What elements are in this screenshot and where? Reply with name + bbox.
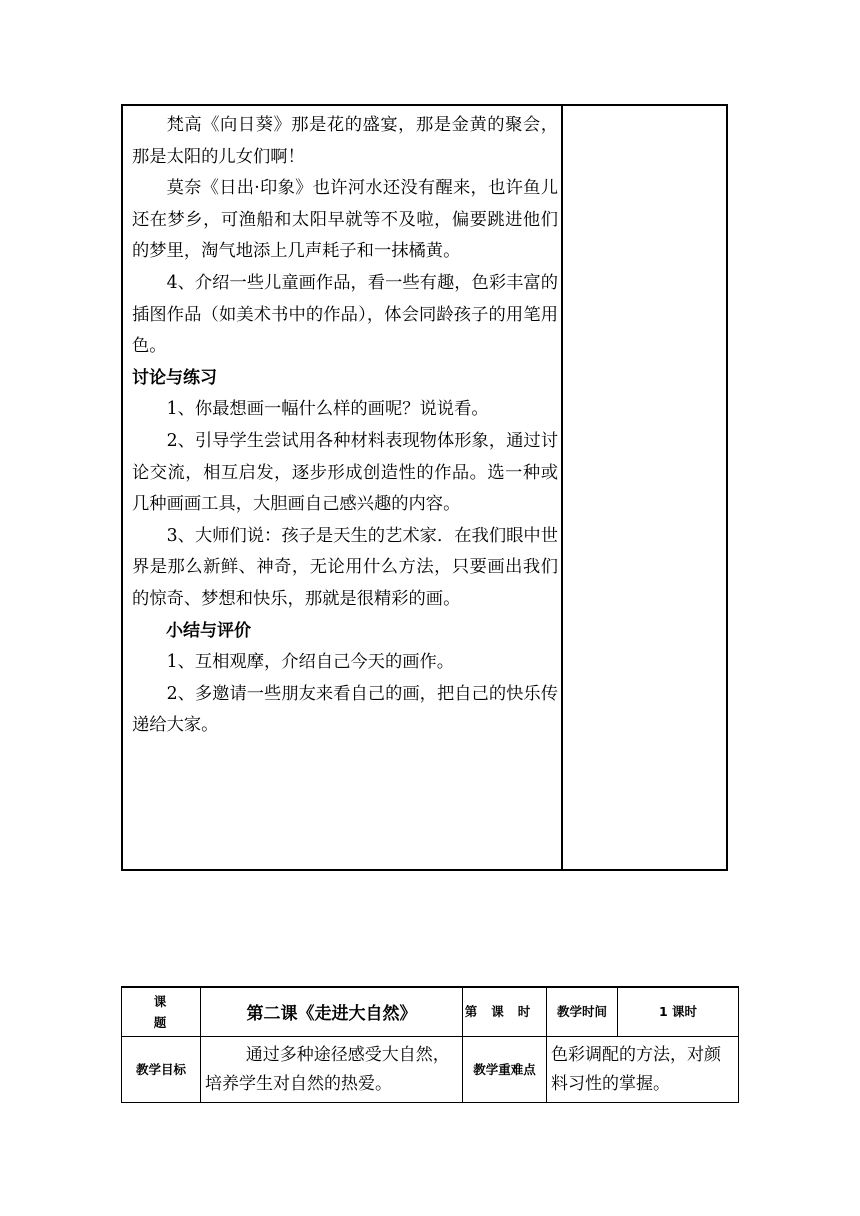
key-difficulty-label: 教学重难点	[463, 1036, 547, 1102]
teaching-time-label: 教学时间	[547, 987, 618, 1036]
teaching-goal-value: 通过多种途径感受大自然，培养学生对自然的热爱。	[201, 1036, 463, 1102]
lesson-content-table	[121, 104, 728, 871]
section-heading: 小结与评价	[166, 620, 251, 641]
content-paragraph: 1、互相观摩，介绍自己今天的画作。	[166, 652, 455, 673]
topic-value: 第二课《走进大自然》	[201, 987, 463, 1036]
lesson-header-table	[121, 986, 739, 1103]
teaching-goal-label: 教学目标	[122, 1036, 201, 1102]
content-paragraph: 1、你最想画一幅什么样的画呢？说说看。	[166, 399, 489, 420]
teaching-time-value: 1 课时	[618, 987, 739, 1036]
content-paragraph: 莫奈《日出·印象》也许河水还没有醒来，也许鱼儿还在梦乡，可渔船和太阳早就等不及啦，偏要跳进他们的梦里，淘气地添上几声耗子和一抹橘黄。	[132, 178, 558, 262]
content-paragraph: 2、引导学生尝试用各种材料表现物体形象，通过讨论交流，相互启发，逐步形成创造性的作品。选一种或几种画画工具，大胆画自己感兴趣的内容。	[132, 430, 558, 515]
section-heading: 讨论与练习	[132, 367, 217, 388]
topic-label: 课题	[122, 987, 201, 1036]
content-paragraph: 3、大师们说：孩子是天生的艺术家．在我们眼中世界是那么新鲜、神奇，无论用什么方法，只要画出我们的惊奇、梦想和快乐，那就是很精彩的画。	[132, 525, 558, 609]
content-paragraph: 梵高《向日葵》那是花的盛宴，那是金黄的聚会，那是太阳的儿女们啊！	[132, 115, 558, 167]
content-paragraph: 4、介绍一些儿童画作品，看一些有趣，色彩丰富的插图作品（如美术书中的作品），体会同龄孩子的用笔用色。	[132, 272, 558, 357]
key-difficulty-value: 色彩调配的方法，对颜料习性的掌握。	[547, 1036, 739, 1102]
lesson-content-cell	[123, 106, 563, 869]
period-label: 第课时	[463, 987, 547, 1036]
lesson-content	[132, 110, 558, 742]
content-paragraph: 2、多邀请一些朋友来看自己的画，把自己的快乐传递给大家。	[132, 683, 558, 736]
